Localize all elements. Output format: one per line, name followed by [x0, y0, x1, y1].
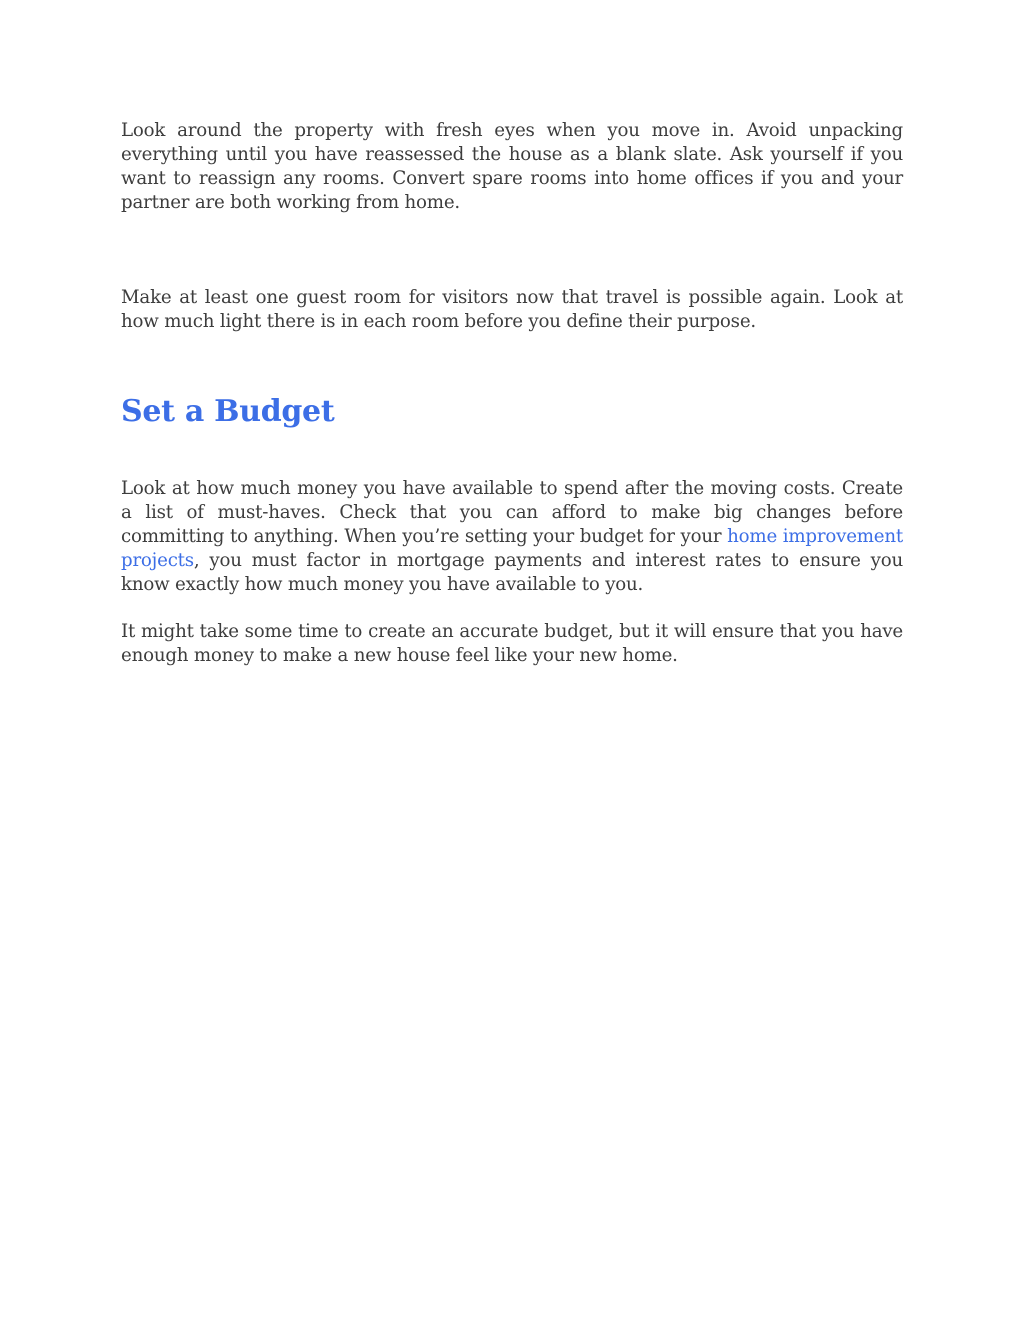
paragraph-fresh-eyes: Look around the property with fresh eyes when you move in. Avoid unpacking everything until you have reassessed the house as a blank slate. Ask yourself if you want to reassign any rooms. Convert spare rooms into home offices if you and your partner are both working from home. — [121, 120, 903, 213]
section-heading-set-a-budget: Set a Budget — [121, 394, 335, 429]
paragraph-budget-text-start: Look at how much money you have available to spend after the moving costs. Create a list of must-haves. Check that you can afford to make big changes before committing to anything. When you’re setting your budget for your — [121, 478, 903, 547]
paragraph-budget-text-end: , you must factor in mortgage payments and interest rates to ensure you know exactly how much money you have available to you. — [121, 550, 903, 595]
paragraph-budget — [121, 477, 903, 597]
home-improvement-projects-link[interactable]: home improvement projects — [121, 526, 903, 571]
document-page — [121, 119, 903, 668]
paragraph-guest-room: Make at least one guest room for visitors now that travel is possible again. Look at how much light there is in each room before you define their purpose. — [121, 287, 903, 332]
paragraph-accurate-budget: It might take some time to create an accurate budget, but it will ensure that you have enough money to make a new house feel like your new home. — [121, 621, 903, 666]
